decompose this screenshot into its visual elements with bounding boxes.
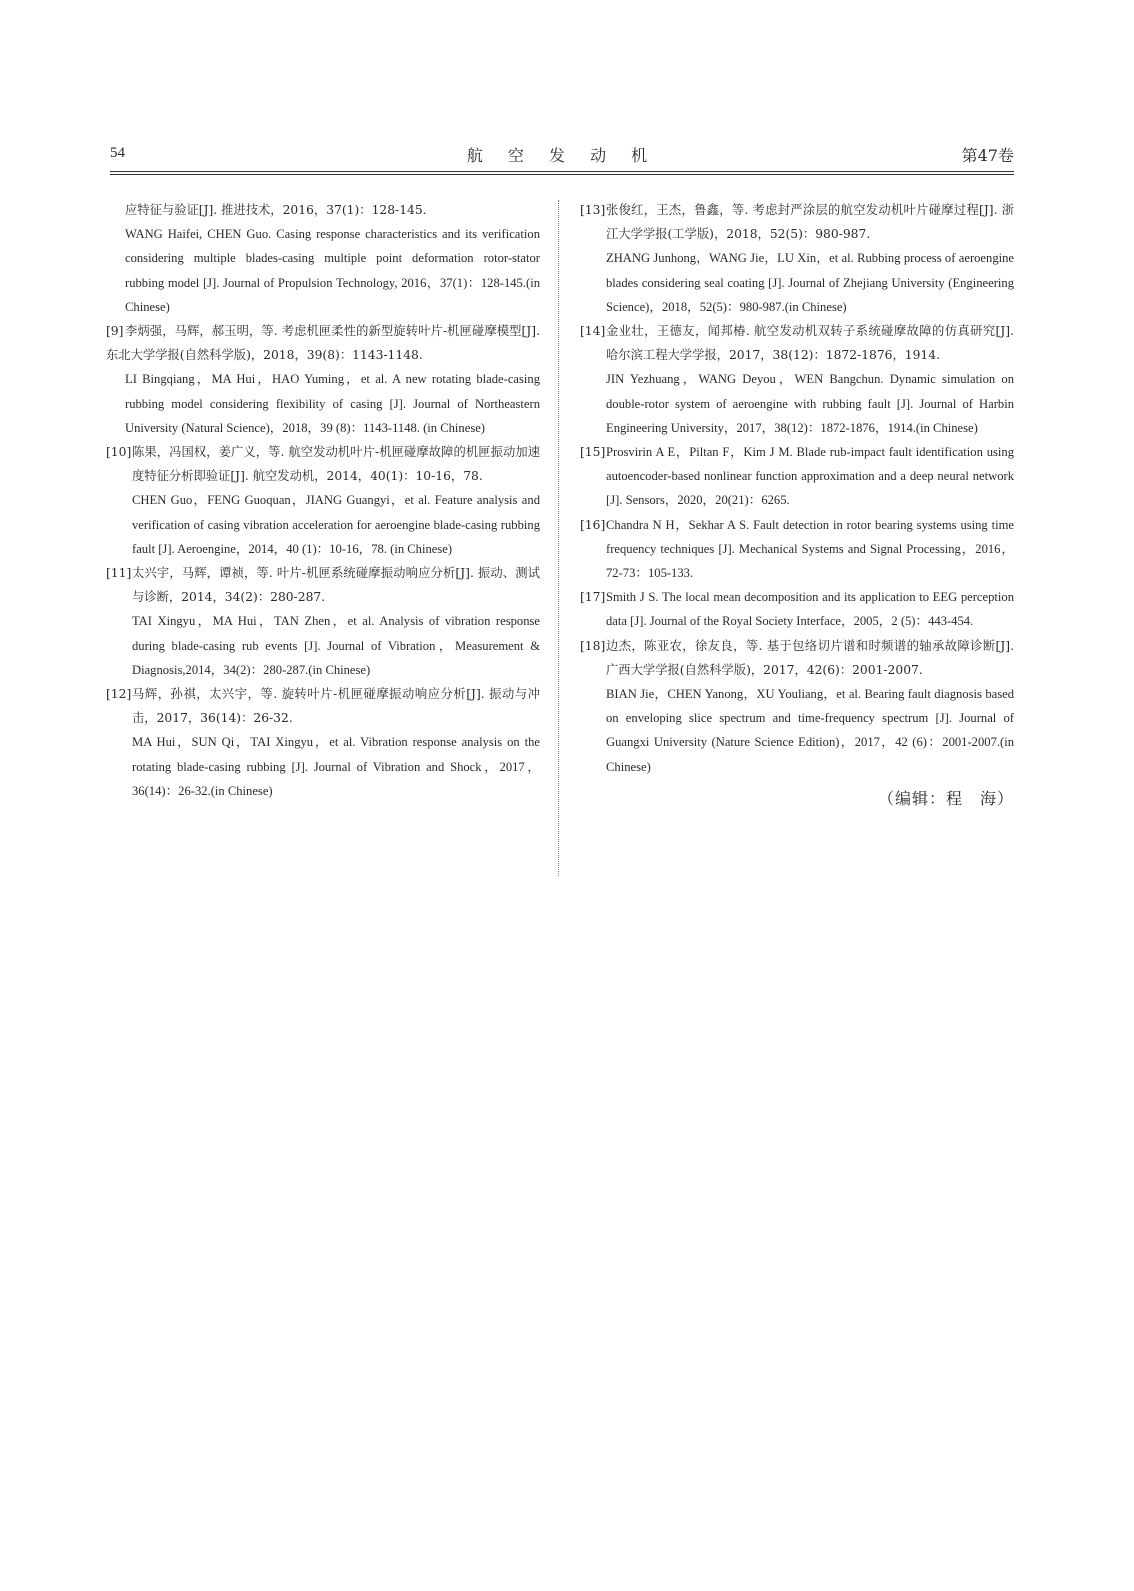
reference-entry	[106, 561, 540, 682]
references-right-column	[580, 198, 1014, 811]
journal-title: 航 空 发 动 机	[466, 146, 658, 165]
reference-number: [11]	[106, 566, 132, 581]
reference-entry	[580, 440, 1014, 513]
reference-entry	[580, 513, 1014, 586]
reference-english-text: CHEN Guo，FENG Guoquan，JIANG Guangyi，et al. Feature analysis and verification of casing vibration acceleration for aeroengine blade-casing rubbing fault [J]. Aeroengine，2014，40 (1)：10-16，78. (in Chinese)	[132, 493, 540, 556]
reference-chinese-text: 金业壮，王德友，闻邦椿. 航空发动机双转子系统碰摩故障的仿真研究[J]. 哈尔滨工程大学学报，2017，38(12)：1872-1876，1914.	[606, 324, 1014, 363]
reference-entry	[106, 198, 540, 319]
reference-number: [15]	[580, 445, 606, 460]
reference-number: [9]	[106, 324, 124, 339]
reference-chinese-text: 应特征与验证[J]. 推进技术，2016，37(1)：128-145.	[125, 203, 427, 217]
reference-number: [14]	[580, 324, 606, 339]
reference-english-text: ZHANG Junhong，WANG Jie，LU Xin，et al. Rubbing process of aeroengine blades considering seal coating [J]. Journal of Zhejiang University (Engineering Science)，2018，52(5)：980-987.(in Chinese)	[606, 251, 1014, 314]
reference-entry	[580, 319, 1014, 440]
reference-chinese-text: 马辉，孙祺，太兴宇，等. 旋转叶片-机匣碰摩振动响应分析[J]. 振动与冲击，2017，36(14)：26-32.	[132, 687, 540, 726]
reference-chinese-text: 陈果，冯国权，姜广义，等. 航空发动机叶片-机匣碰摩故障的机匣振动加速度特征分析即验证[J]. 航空发动机，2014，40(1)：10-16，78.	[132, 445, 540, 484]
page-number: 54	[110, 145, 125, 161]
reference-english-text: Chandra N H，Sekhar A S. Fault detection in rotor bearing systems using time frequency techniques [J]. Mechanical Systems and Signal Processing，2016，72-73：105-133.	[606, 517, 1014, 581]
reference-number: [13]	[580, 203, 606, 217]
reference-entry	[580, 585, 1014, 633]
reference-chinese-text: 边杰，陈亚农，徐友良，等. 基于包络切片谱和时频谱的轴承故障诊断[J]. 广西大学学报(自然科学版)，2017，42(6)：2001-2007.	[606, 638, 1014, 677]
reference-entry	[580, 198, 1014, 319]
reference-entry	[106, 440, 540, 561]
reference-english-text: Smith J S. The local mean decomposition and its application to EEG perception data [J]. Journal of the Royal Society Interface，2005，2 (5)：443-454.	[606, 590, 1014, 629]
reference-english-text: BIAN Jie，CHEN Yanong，XU Youliang，et al. Bearing fault diagnosis based on enveloping slice spectrum and time-frequency spectrum [J]. Journal of Guangxi University (Nature Science Edition)，2017，42 (6)：2001-2007.(in Chinese)	[606, 687, 1014, 774]
column-divider	[558, 200, 559, 876]
reference-number: [10]	[106, 445, 132, 460]
volume-label: 第47卷	[961, 146, 1014, 165]
reference-chinese-text: 太兴宇，马辉，谭祯，等. 叶片-机匣系统碰摩振动响应分析[J]. 振动、测试与诊断，2014，34(2)：280-287.	[132, 566, 540, 605]
reference-number: [18]	[580, 638, 606, 653]
reference-chinese-text: 李炳强，马辉，郝玉明，等. 考虑机匣柔性的新型旋转叶片-机匣碰摩模型[J]. 东北大学学报(自然科学版)，2018，39(8)：1143-1148.	[106, 324, 540, 363]
reference-chinese-text: 张俊红，王杰，鲁鑫，等. 考虑封严涂层的航空发动机叶片碰摩过程[J]. 浙江大学学报(工学版)，2018，52(5)：980-987.	[606, 203, 1014, 242]
reference-english-text: TAI Xingyu，MA Hui，TAN Zhen，et al. Analysis of vibration response during blade-casing rub events [J]. Journal of Vibration，Measurement & Diagnosis,2014，34(2)：280-287.(in Chinese)	[132, 614, 540, 677]
editor-credit: （编辑：程 海）	[877, 788, 1014, 808]
header-rule	[110, 171, 1014, 172]
references-left-column	[106, 198, 540, 803]
reference-entry	[106, 682, 540, 803]
reference-english-text: JIN Yezhuang，WANG Deyou，WEN Bangchun. Dynamic simulation on double-rotor system of aeroengine with rubbing fault [J]. Journal of Harbin Engineering University，2017，38(12)：1872-1876，1914.(in Chinese)	[606, 372, 1014, 435]
reference-number: [16]	[580, 517, 606, 532]
reference-english-text: MA Hui，SUN Qi，TAI Xingyu，et al. Vibration response analysis on the rotating blade-casing rubbing [J]. Journal of Vibration and Shock，2017，36(14)：26-32.(in Chinese)	[132, 735, 540, 798]
reference-english-text: LI Bingqiang，MA Hui，HAO Yuming，et al. A new rotating blade-casing rubbing model considering flexibility of casing [J]. Journal of Northeastern University (Natural Science)，2018，39 (8)：1143-1148. (in Chinese)	[125, 372, 540, 435]
reference-number: [12]	[106, 687, 132, 702]
reference-english-text: WANG Haifei, CHEN Guo. Casing response characteristics and its verification considering multiple blades-casing multiple point deformation rotor-stator rubbing model [J]. Journal of Propulsion Technology, 2016，37(1)：128-145.(in Chinese)	[125, 227, 540, 314]
reference-entry	[106, 319, 540, 440]
reference-number: [17]	[580, 590, 606, 605]
header-rule	[110, 174, 1014, 175]
reference-english-text: Prosvirin A E，Piltan F，Kim J M. Blade rub-impact fault identification using autoencoder-based nonlinear function approximation and a deep neural network [J]. Sensors，2020，20(21)：6265.	[606, 445, 1014, 508]
page-header	[110, 143, 1014, 171]
reference-entry	[580, 634, 1014, 779]
